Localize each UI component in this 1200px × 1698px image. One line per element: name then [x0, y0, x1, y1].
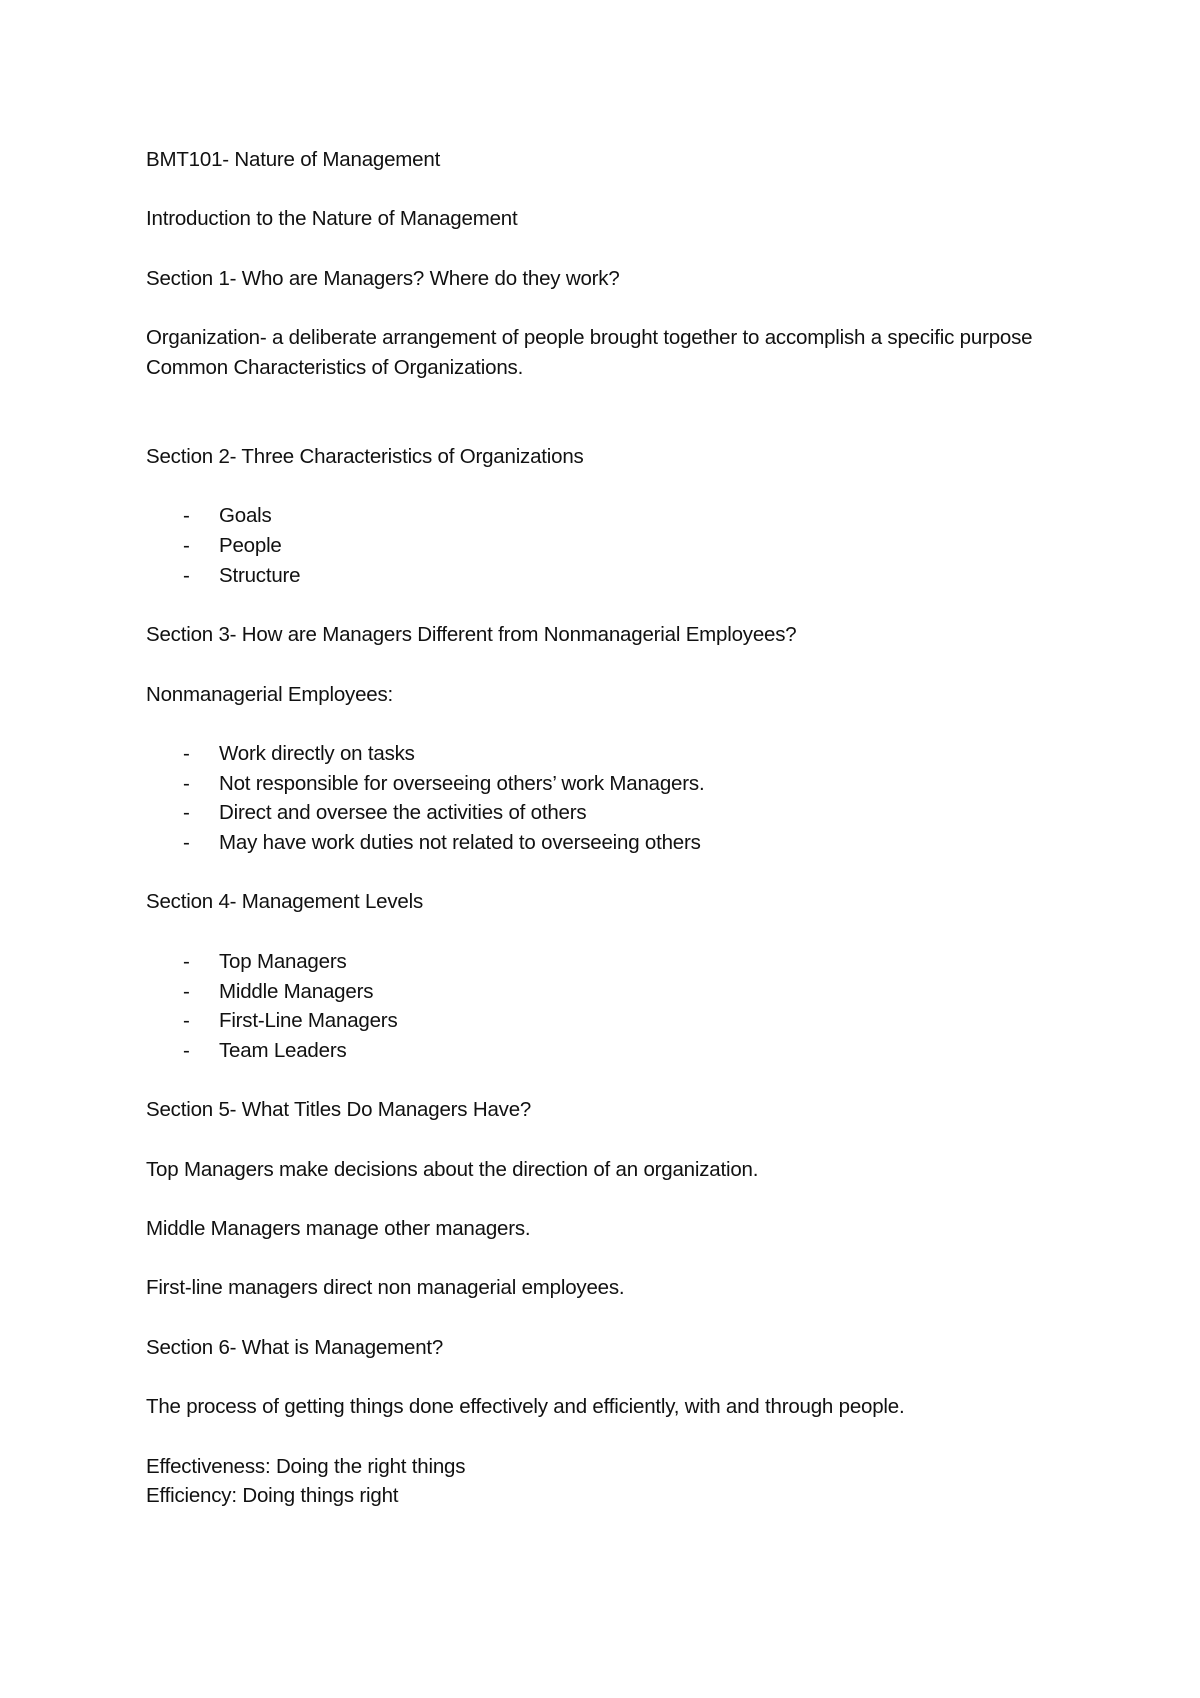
section-3-heading: Section 3- How are Managers Different from Nonmanagerial Employees? — [146, 623, 797, 647]
dash-bullet: - — [183, 563, 190, 587]
dash-bullet: - — [183, 949, 190, 973]
section-1-definition: Organization- a deliberate arrangement of people brought together to accomplish a specific purpose Common Characteristics of Organizations. — [146, 326, 1033, 379]
list-item-text: Team Leaders — [219, 1038, 347, 1062]
list-item — [146, 977, 1086, 1007]
list-item-text: May have work duties not related to overseeing others — [219, 831, 701, 855]
document-body — [146, 145, 1086, 1511]
dash-bullet: - — [183, 504, 190, 528]
list-item — [146, 531, 1086, 561]
list-item — [146, 1036, 1086, 1066]
list-item-text: Middle Managers — [219, 979, 374, 1003]
section-5-paragraph: Middle Managers manage other managers. — [146, 1217, 531, 1241]
list-item — [146, 561, 1086, 591]
list-item-text: Not responsible for overseeing others’ work Managers. — [219, 771, 705, 795]
intro-heading: Introduction to the Nature of Management — [146, 207, 518, 231]
list-item — [146, 798, 1086, 828]
dash-bullet: - — [183, 1038, 190, 1062]
efficiency-line: Efficiency: Doing things right — [146, 1484, 399, 1508]
list-item-text: Top Managers — [219, 949, 347, 973]
section-4-heading: Section 4- Management Levels — [146, 890, 424, 914]
list-item-text: People — [219, 534, 282, 558]
section-2-heading: Section 2- Three Characteristics of Organizations — [146, 444, 584, 468]
dash-bullet: - — [183, 771, 190, 795]
list-item — [146, 769, 1086, 799]
list-item — [146, 739, 1086, 769]
section-3-subheading: Nonmanagerial Employees: — [146, 682, 394, 706]
section-5-paragraph: Top Managers make decisions about the direction of an organization. — [146, 1157, 759, 1181]
dash-bullet: - — [183, 1009, 190, 1033]
dash-bullet: - — [183, 534, 190, 558]
section-6-heading: Section 6- What is Management? — [146, 1335, 444, 1359]
list-item-text: Work directly on tasks — [219, 741, 415, 765]
list-item — [146, 828, 1086, 858]
list-item-text: Structure — [219, 563, 301, 587]
list-item — [146, 1006, 1086, 1036]
list-item-text: First-Line Managers — [219, 1009, 398, 1033]
dash-bullet: - — [183, 741, 190, 765]
section-5-heading: Section 5- What Titles Do Managers Have? — [146, 1098, 532, 1122]
dash-bullet: - — [183, 801, 190, 825]
list-item-text: Direct and oversee the activities of others — [219, 801, 587, 825]
spacer — [146, 412, 1086, 442]
characteristics-list — [146, 501, 1086, 590]
dash-bullet: - — [183, 831, 190, 855]
nonmanagerial-list — [146, 739, 1086, 858]
section-6-definition: The process of getting things done effectively and efficiently, with and through people. — [146, 1395, 905, 1419]
course-title: BMT101- Nature of Management — [146, 148, 441, 171]
dash-bullet: - — [183, 979, 190, 1003]
management-levels-list — [146, 947, 1086, 1066]
section-5-paragraph: First-line managers direct non managerial employees. — [146, 1276, 625, 1300]
list-item — [146, 501, 1086, 531]
list-item-text: Goals — [219, 504, 272, 528]
section-1-heading: Section 1- Who are Managers? Where do they work? — [146, 266, 620, 290]
list-item — [146, 947, 1086, 977]
effectiveness-line: Effectiveness: Doing the right things — [146, 1454, 466, 1478]
